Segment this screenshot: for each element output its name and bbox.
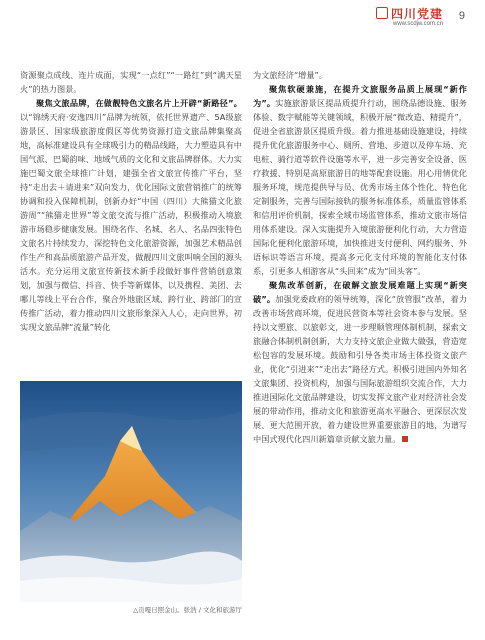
right-paragraph-2-body: 实施旅游景区提品质提升行动，围绕品德设施、服务体验、数字赋能等关键领域，积极开展“微改造、精提升”，促进全省旅游景区提质升级。着力推进基础设施建设，持续提升优化旅游服务中心、厕所、营地、步道以及停车场、充电桩、骑行道等软件设施等水平，进一步完善安全设备、医疗救援、特别是高原旅游目的地等配套设施。用心用情优化服务环境，规范提供导与员、优秀市场主体个性化、特色化定制服务，完善与国际接轨的服务标准体系，质量监管体系和信用评价机制，探索全域市场监管体系，推动文旅市场信用体系建设。深入实施提升入境旅游便利化行动，大力营造国际化便利化旅游环境，加快推进支付便利、网约服务、外语标识等语言环境，提高多元化支付环境的智能化支付体系，引更多人相游客从“头回来”成为“回头客”。 (253, 98, 467, 276)
photo-caption: △贡嘎日照金山。张浩 / 文化和旅游厅 (133, 606, 242, 614)
left-paragraph-2 (20, 96, 242, 334)
logo-text: 四川党建 (390, 7, 443, 21)
right-paragraph-1: 为文旅经济“增量”。 (253, 70, 327, 80)
right-column (253, 68, 467, 446)
article-end-mark (402, 436, 408, 442)
left-paragraph-2-heading: 聚焦文旅品牌，在做靓特色文旅名片上开辟“新路径”。 (36, 98, 242, 108)
magazine-logo (376, 5, 443, 22)
right-paragraph-2 (253, 82, 467, 278)
page-number: 9 (458, 10, 465, 22)
left-column (20, 68, 242, 334)
magazine-url: www.scdjw.com.cn (392, 21, 443, 27)
page-header (0, 0, 485, 56)
right-paragraph-3 (253, 278, 467, 446)
right-paragraph-3-body: 加强党委政府的领导统筹，深化“放管服”改革，着力改善市场营商环境，促进民营资本等社会资本参与发展。坚持以文塑旅、以旅彰文，进一步理顺管理体制机制，探索文旅融合体制机制创新，大力支持文旅企业做大做强，营造宽松包容的发展环境。鼓励和引导各类市场主体投资文旅产业，优化“引进来”“走出去”路径方式。积极引进国内外知名文旅集团、投资机构，加强与国际旅游组织交流合作，大力推进国际化文旅品牌建设，切实发挥文旅产业对经济社会发展的带动作用，推动文化和旅游更高水平融合、更深层次发展、更大范围开放，着力建设世界重要旅游目的地，为谱写中国式现代化四川新篇章贡献文旅力量。 (253, 294, 468, 444)
left-paragraph-1: 资源聚点成线、连片成面，实现“一点红”“一路红”到“满天星火”的热力图景。 (20, 70, 242, 94)
party-emblem-icon (376, 7, 388, 19)
right-paragraph-3-heading: 聚焦改革创新，在破解文旅发展难题上实现“新突破”。 (253, 280, 467, 304)
left-paragraph-2-body: 以“锦绣天府·安逸四川”品牌为统领，依托世界遗产、5A级旅游景区、国家级旅游度假区等优势资源打造文旅品牌集聚高地，高标准建设具有全球吸引力的精品线路，大力塑造具有中国气派、巴蜀韵味、地域气质的文化和文旅品牌群体。大力实施巴蜀文旅全球推广计划，建强全省文旅宣传推广平台，坚持“走出去＋请进来”双向发力，优化国际文旅营销推广的统筹协调和投入保障机制，创新办好“中国（四川）大熊猫文化旅游周”“熊猫走世界”等文旅交流与推广活动，积极推动入境旅游市场稳步健康发展。围绕名作、名城、名人、名品四张特色文旅名片持续发力，深挖特色文化旅游资源，加强艺术精品创作生产和高品质旅游产品开发，做靓四川文旅叫响全国的源头活水。充分运用文旅宣传新技术新手段做好事件营销创意策划，加强与微信、抖音、快手等新媒体，以及携程、美团、去哪儿等线上平台合作，聚合外地旅区域、跨行业、跨部门的宣传推广活动，着力推动四川文旅形象深入人心，走向世界，初实现文旅品牌“流量”转化 (20, 112, 242, 332)
right-paragraph-2-heading: 聚焦软硬兼施，在提升文旅服务品质上展现“新作为”。 (253, 84, 467, 108)
mountain-photo (20, 381, 242, 602)
